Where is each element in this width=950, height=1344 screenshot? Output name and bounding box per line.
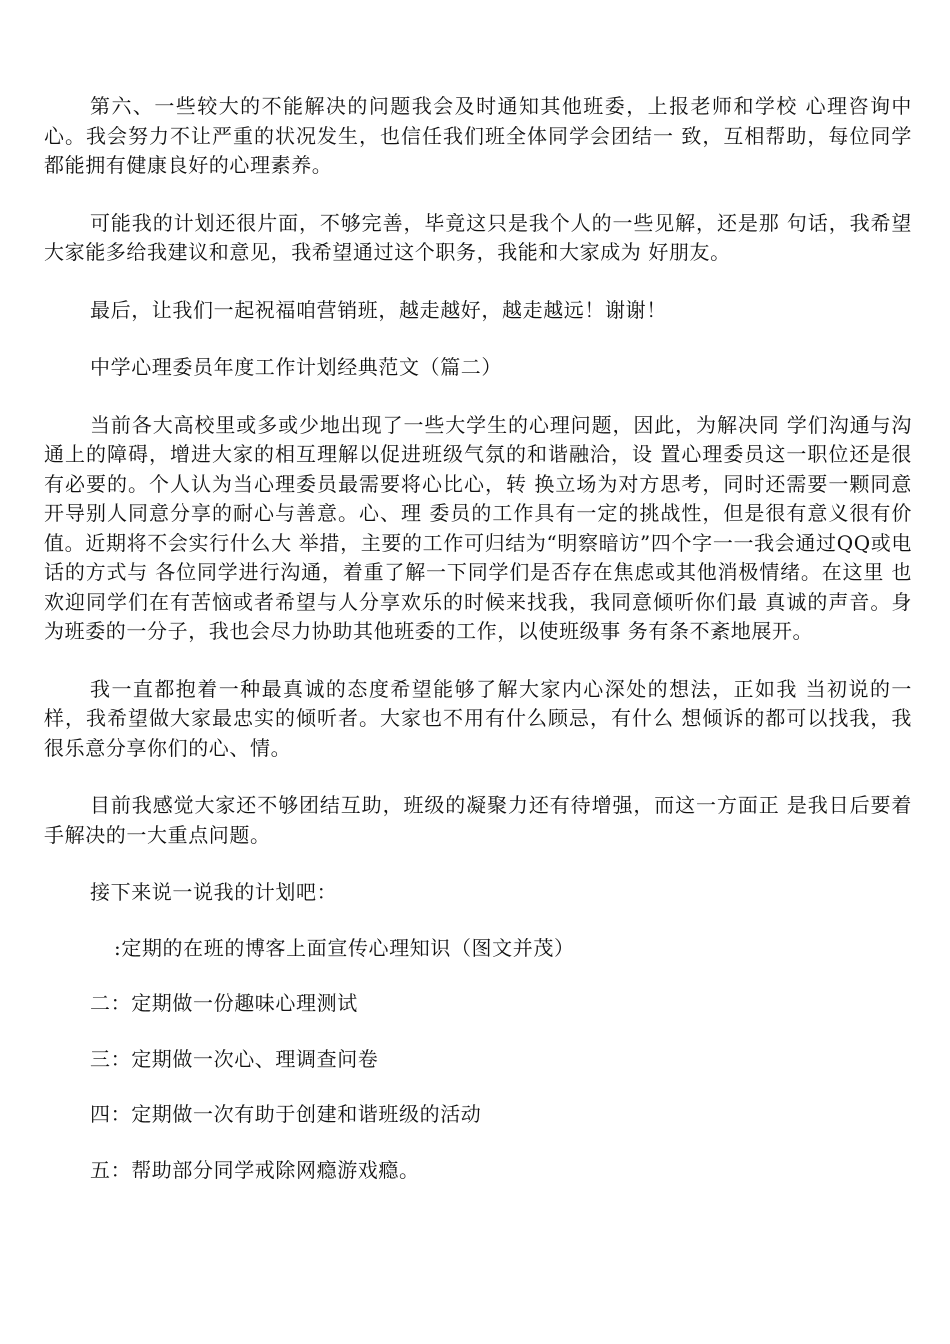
paragraph-7: 接下来说一说我的计划吧：: [90, 880, 338, 904]
document-body: [44, 92, 912, 1185]
plan-item-4: 四：定期做一次有助于创建和谐班级的活动: [90, 1102, 482, 1126]
plan-item-1: :定期的在班的博客上面宣传心理知识（图文并茂）: [114, 935, 575, 960]
plan-list: [44, 934, 912, 1186]
paragraph-1: 第六、一些较大的不能解决的问题我会及时通知其他班委，上报老师和学校 心理咨询中心。我会努力不让严重的状况发生，也信任我们班全体同学会团结一 致，互相帮助，每位同学都能拥有健康良好的心理素养。: [44, 94, 912, 177]
plan-item-2: 二：定期做一份趣味心理测试: [90, 991, 358, 1015]
paragraph-4: 当前各大高校里或多或少地出现了一些大学生的心理问题，因此，为解决同 学们沟通与沟通上的障碍，增进大家的相互理解以促进班级气氛的和谐融洽，设 置心理委员这一职位还是很有必要的。个人认为当心理委员最需要将心比心，转 换立场为对方思考，同时还需要一颗同意开导别人同意分享的耐心与善意。心、理 委员的工作具有一定的挑战性，但是很有意义很有价值。近期将不会实行什么大 举措，主要的工作可归结为“明察暗访”四个字一一我会通过QQ或电话的方式与 各位同学进行沟通，着重了解一下同学们是否存在焦虑或其他消极情绪。在这里 也欢迎同学们在有苦恼或者希望与人分享欢乐的时候来找我，我同意倾听你们最 真诚的声音。身为班委的一分子，我也会尽力协助其他班委的工作，以使班级事 务有条不紊地展开。: [44, 412, 912, 643]
plan-item-3: 三：定期做一次心、理调查问卷: [90, 1046, 379, 1071]
paragraph-6: 目前我感觉大家还不够团结互助，班级的凝聚力还有待增强，而这一方面正 是我日后要着手解决的一大重点问题。: [44, 793, 912, 847]
paragraph-5: 我一直都抱着一种最真诚的态度希望能够了解大家内心深处的想法，正如我 当初说的一样，我希望做大家最忠实的倾听者。大家也不用有什么顾忌，有什么 想倾诉的都可以找我，我很乐意分享你们的心、情。: [44, 676, 912, 760]
paragraph-2: 可能我的计划还很片面，不够完善，毕竟这只是我个人的一些见解，还是那 句话，我希望大家能多给我建议和意见，我希望通过这个职务，我能和大家成为 好朋友。: [44, 210, 912, 264]
paragraph-3: 最后，让我们一起祝福咱营销班，越走越好，越走越远！谢谢！: [90, 297, 667, 322]
section-heading: 中学心理委员年度工作计划经典范文（篇二）: [90, 355, 502, 379]
plan-item-5: 五：帮助部分同学戒除网瘾游戏瘾。: [90, 1157, 420, 1182]
